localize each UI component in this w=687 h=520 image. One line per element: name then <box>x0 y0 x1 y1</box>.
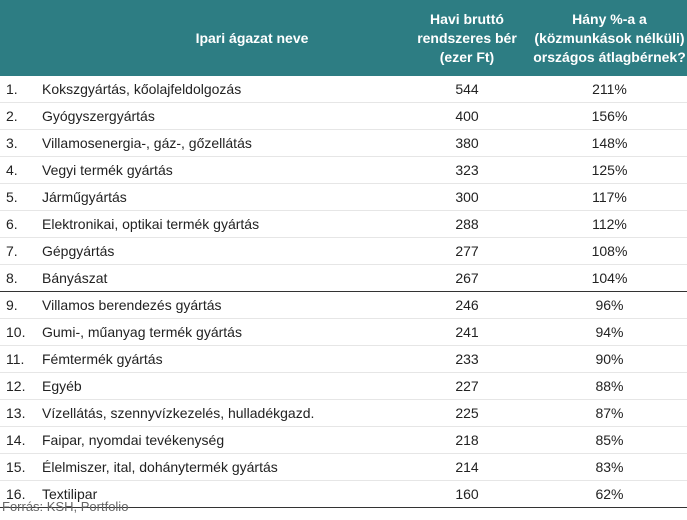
row-wage-value: 380 <box>402 130 532 157</box>
row-industry-name: Fémtermék gyártás <box>42 346 402 373</box>
row-rank: 14. <box>0 427 42 454</box>
row-rank: 8. <box>0 265 42 292</box>
row-industry-name: Textilipar <box>42 481 402 508</box>
row-rank: 5. <box>0 184 42 211</box>
row-wage-value: 160 <box>402 481 532 508</box>
row-industry-name: Vegyi termék gyártás <box>42 157 402 184</box>
row-wage-value: 323 <box>402 157 532 184</box>
row-wage-value: 277 <box>402 238 532 265</box>
row-wage-value: 227 <box>402 373 532 400</box>
row-wage-value: 233 <box>402 346 532 373</box>
row-industry-name: Egyéb <box>42 373 402 400</box>
row-percent-value: 62% <box>532 481 687 508</box>
row-rank: 7. <box>0 238 42 265</box>
table-row <box>0 373 687 400</box>
row-wage-value: 400 <box>402 103 532 130</box>
row-industry-name: Bányászat <box>42 265 402 292</box>
row-wage-value: 241 <box>402 319 532 346</box>
row-percent-value: 90% <box>532 346 687 373</box>
header-percent-of-average <box>532 0 687 76</box>
row-percent-value: 94% <box>532 319 687 346</box>
row-percent-value: 87% <box>532 400 687 427</box>
row-wage-value: 544 <box>402 76 532 103</box>
table-row <box>0 76 687 103</box>
row-percent-value: 148% <box>532 130 687 157</box>
row-rank: 15. <box>0 454 42 481</box>
row-rank: 13. <box>0 400 42 427</box>
header-pct-line-1: Hány %-a a <box>572 10 647 27</box>
table-body <box>0 76 687 508</box>
row-industry-name: Élelmiszer, ital, dohánytermék gyártás <box>42 454 402 481</box>
row-wage-value: 214 <box>402 454 532 481</box>
row-industry-name: Faipar, nyomdai tevékenység <box>42 427 402 454</box>
table-row <box>0 427 687 454</box>
row-wage-value: 225 <box>402 400 532 427</box>
header-wage-line-1: Havi bruttó <box>430 10 504 27</box>
row-industry-name: Villamos berendezés gyártás <box>42 292 402 319</box>
row-rank: 16. <box>0 481 42 508</box>
row-industry-name: Gépgyártás <box>42 238 402 265</box>
header-wage-line-3: (ezer Ft) <box>439 48 495 65</box>
row-rank: 4. <box>0 157 42 184</box>
table-row <box>0 184 687 211</box>
header-wage-line-2: rendszeres bér <box>417 29 517 46</box>
table-header-row <box>0 0 687 76</box>
row-percent-value: 156% <box>532 103 687 130</box>
row-percent-value: 117% <box>532 184 687 211</box>
table-row <box>0 319 687 346</box>
row-rank: 11. <box>0 346 42 373</box>
source-note: Forrás: KSH, Portfolio <box>2 499 129 514</box>
table-row <box>0 157 687 184</box>
row-percent-value: 125% <box>532 157 687 184</box>
row-rank: 6. <box>0 211 42 238</box>
row-percent-value: 108% <box>532 238 687 265</box>
row-percent-value: 211% <box>532 76 687 103</box>
header-monthly-wage <box>402 0 532 76</box>
header-pct-line-2: (közmunkások nélküli) <box>534 29 685 46</box>
row-rank: 2. <box>0 103 42 130</box>
row-percent-value: 96% <box>532 292 687 319</box>
row-industry-name: Gyógyszergyártás <box>42 103 402 130</box>
table-row <box>0 211 687 238</box>
row-percent-value: 85% <box>532 427 687 454</box>
row-wage-value: 267 <box>402 265 532 292</box>
row-rank: 9. <box>0 292 42 319</box>
row-wage-value: 218 <box>402 427 532 454</box>
row-rank: 12. <box>0 373 42 400</box>
row-industry-name: Kokszgyártás, kőolajfeldolgozás <box>42 76 402 103</box>
row-wage-value: 288 <box>402 211 532 238</box>
row-rank: 1. <box>0 76 42 103</box>
table-row <box>0 265 687 292</box>
table-row <box>0 238 687 265</box>
row-percent-value: 83% <box>532 454 687 481</box>
row-rank: 10. <box>0 319 42 346</box>
table-row <box>0 292 687 319</box>
row-industry-name: Vízellátás, szennyvízkezelés, hulladékgazd. <box>42 400 402 427</box>
table-row <box>0 454 687 481</box>
table-row <box>0 346 687 373</box>
row-percent-value: 88% <box>532 373 687 400</box>
header-industry-name: Ipari ágazat neve <box>42 0 402 76</box>
row-percent-value: 104% <box>532 265 687 292</box>
row-rank: 3. <box>0 130 42 157</box>
row-industry-name: Járműgyártás <box>42 184 402 211</box>
table-row <box>0 130 687 157</box>
row-wage-value: 300 <box>402 184 532 211</box>
table-row <box>0 103 687 130</box>
row-industry-name: Elektronikai, optikai termék gyártás <box>42 211 402 238</box>
header-rank <box>0 0 42 76</box>
row-wage-value: 246 <box>402 292 532 319</box>
row-industry-name: Gumi-, műanyag termék gyártás <box>42 319 402 346</box>
row-percent-value: 112% <box>532 211 687 238</box>
row-industry-name: Villamosenergia-, gáz-, gőzellátás <box>42 130 402 157</box>
table-row <box>0 400 687 427</box>
header-pct-line-3: országos átlagbérnek? <box>533 48 686 65</box>
